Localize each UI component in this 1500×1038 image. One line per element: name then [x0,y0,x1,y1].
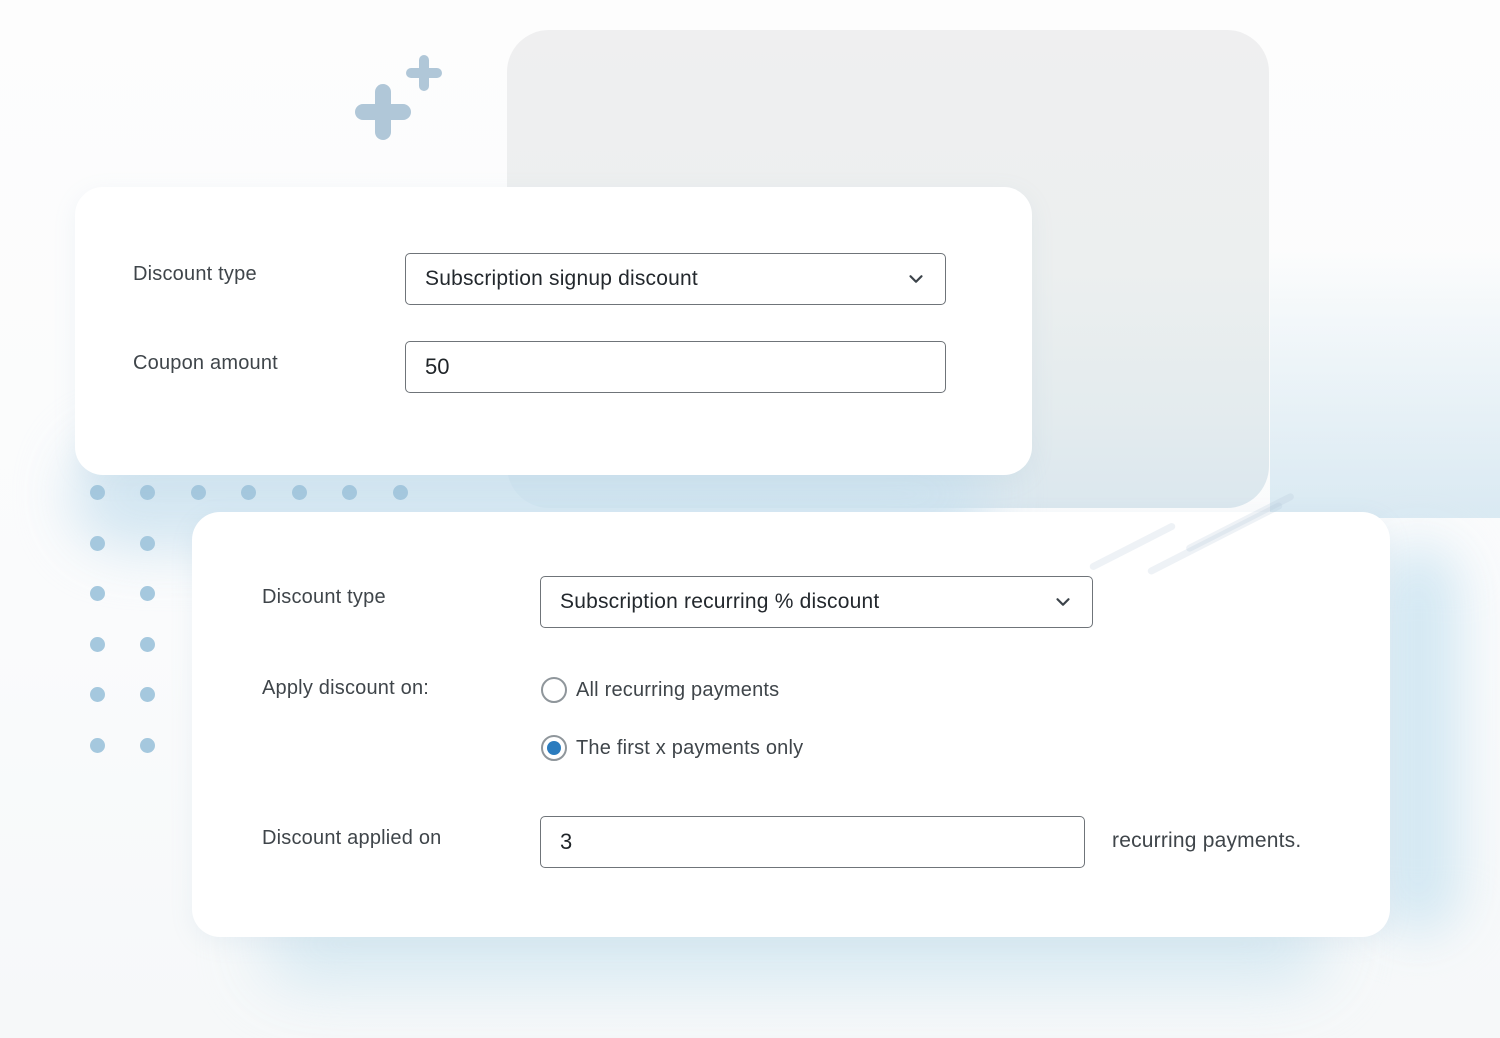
coupon-amount-input[interactable] [405,341,946,393]
chevron-down-icon [905,268,927,290]
discount-type-label: Discount type [133,263,257,285]
radio-circle[interactable] [541,735,567,761]
discount-type-select[interactable] [405,253,946,305]
coupon-amount-label: Coupon amount [133,352,278,374]
radio-first-x-payments-only[interactable] [541,735,803,761]
chevron-down-icon [1052,591,1074,613]
plus-ornament-small [406,55,442,91]
radio-circle[interactable] [541,677,567,703]
discount-type-selected-value: Subscription signup discount [425,267,698,290]
discount-type-label: Discount type [262,586,386,608]
plus-ornament-large [355,84,411,140]
radio-label: All recurring payments [576,678,780,701]
discount-applied-suffix: recurring payments. [1112,829,1302,852]
radio-label: The first x payments only [576,736,804,759]
recurring-discount-card [192,512,1390,937]
discount-applied-label: Discount applied on [262,827,442,849]
signup-discount-card [75,187,1032,475]
discount-type-selected-value: Subscription recurring % discount [560,590,880,613]
radio-all-recurring-payments[interactable] [541,677,779,703]
discount-type-select[interactable] [540,576,1093,628]
background-blue-wash [1270,250,1500,518]
discount-applied-input[interactable] [540,816,1085,868]
apply-discount-label: Apply discount on: [262,677,430,699]
